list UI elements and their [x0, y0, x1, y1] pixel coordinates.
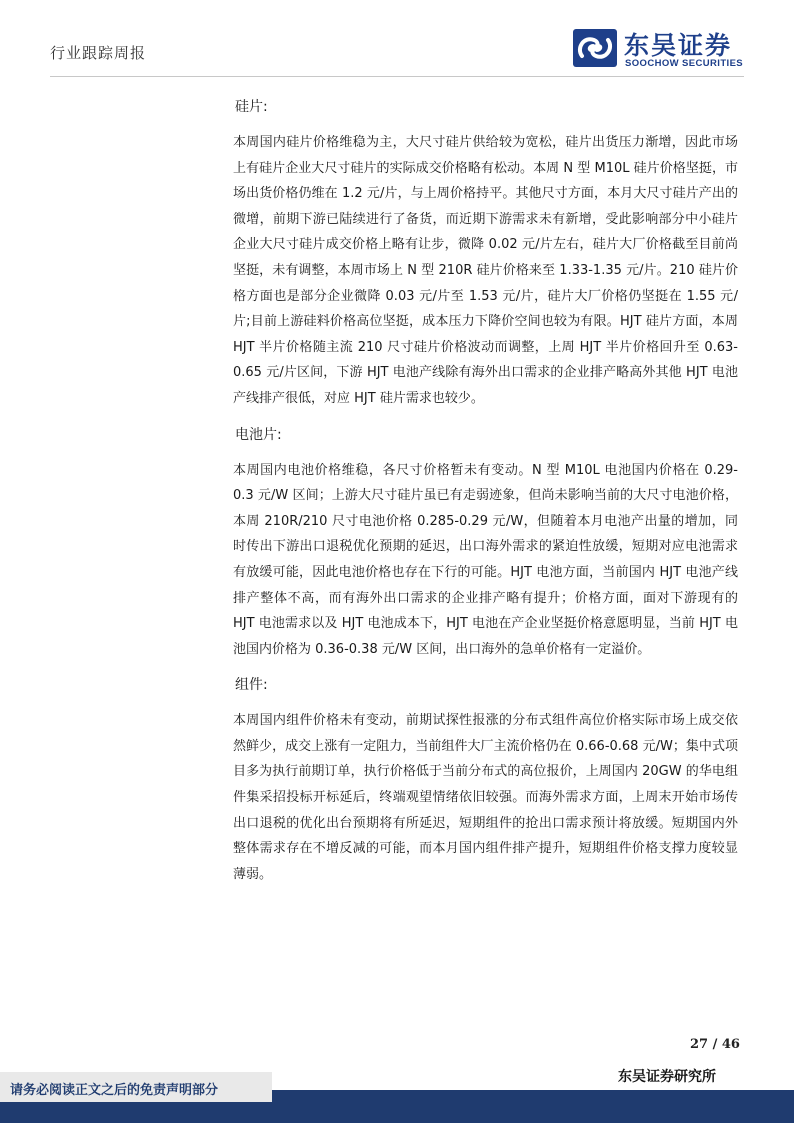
soochow-logo-icon — [572, 28, 618, 68]
section-text-module: 本周国内组件价格未有变动，前期试探性报涨的分布式组件高位价格实际市场上成交依然鲜少，成交上涨有一定阻力，当前组件大厂主流价格仍在 0.66-0.68 元/W；集中式项目多为执行前期订单，执行价格低于当前分布式的高位报价，上周国内 20GW 的华电组件集采招投标开标延后，终端观望情绪依旧较强。而海外需求方面，上周末开始市场传出口退税的优化出台预期将有所延迟，短期组件的抢出口需求预计将放缓。短期国内外整体需求存在不增反减的可能，而本月国内组件排产提升，短期组件价格支撑力度较显薄弱。 — [233, 713, 738, 882]
page-number: 27 / 46 — [690, 1037, 740, 1052]
section-title-wafer: 硅片: — [235, 99, 268, 115]
report-body — [233, 94, 738, 887]
footer-disclaimer: 请务必阅读正文之后的免责声明部分 — [10, 1083, 219, 1098]
report-type-label: 行业跟踪周报 — [50, 44, 147, 62]
logo-chinese-name: 东吴证券 — [624, 31, 733, 60]
company-logo — [572, 28, 742, 72]
logo-english-name: SOOCHOW SECURITIES — [625, 58, 744, 69]
footer-org-name: 东吴证券研究所 — [618, 1069, 716, 1085]
section-title-cell: 电池片: — [235, 426, 282, 443]
section-title-module: 组件: — [235, 677, 268, 694]
section-text-wafer: 本周国内硅片价格维稳为主，大尺寸硅片供给较为宽松，硅片出货压力渐增，因此市场上有硅片企业大尺寸硅片的实际成交价格略有松动。本周 N 型 M10L 硅片价格坚挺，市场出货价格仍维在 1.2 元/片，与上周价格持平。其他尺寸方面，本月大尺寸硅片产出的微增，前期下游已陆续进行了备货，而近期下游需求未有新增，受此影响部分中小硅片企业大尺寸硅片成交价格上略有让步，微降 0.02 元/片左右，硅片大厂价格截至目前尚坚挺，未有调整，本周市场上 N 型 210R 硅片价格来至 1.33-1.35 元/片。210 硅片价格方面也是部分企业微降 0.03 元/片至 1.53 元/片，硅片大厂价格仍坚挺在 1.55 元/片;目前上游硅料价格高位坚挺，成本压力下降价空间也较为有限。HJT 硅片方面，本周 HJT 半片价格随主流 210 尺寸硅片价格波动而调整，上周 HJT 半片价格回升至 0.63-0.65 元/片区间，下游 HJT 电池产线除有海外出口需求的企业排产略高外其他 HJT 电池产线排产很低，对应 HJT 硅片需求也较少。 — [233, 135, 738, 406]
section-text-cell: 本周国内电池价格维稳，各尺寸价格暂未有变动。N 型 M10L 电池国内价格在 0.29-0.3 元/W 区间；上游大尺寸硅片虽已有走弱迹象，但尚未影响当前的大尺寸电池价格，本周 210R/210 尺寸电池价格 0.285-0.29 元/W，但随着本月电池产出量的增加，同时传出下游出口退税优化预期的延迟，出口海外需求的紧迫性放缓，短期对应电池需求有放缓可能，因此电池价格也存在下行的可能。HJT 电池方面，当前国内 HJT 电池产线排产整体不高，而有海外出口需求的企业排产略有提升；价格方面，面对下游现有的 HJT 电池需求以及 HJT 电池成本下，HJT 电池在产企业坚挺价格意愿明显，当前 HJT 电池国内价格为 0.36-0.38 元/W 区间，出口海外的急单价格有一定溢价。 — [233, 462, 738, 657]
header-divider — [50, 76, 744, 77]
